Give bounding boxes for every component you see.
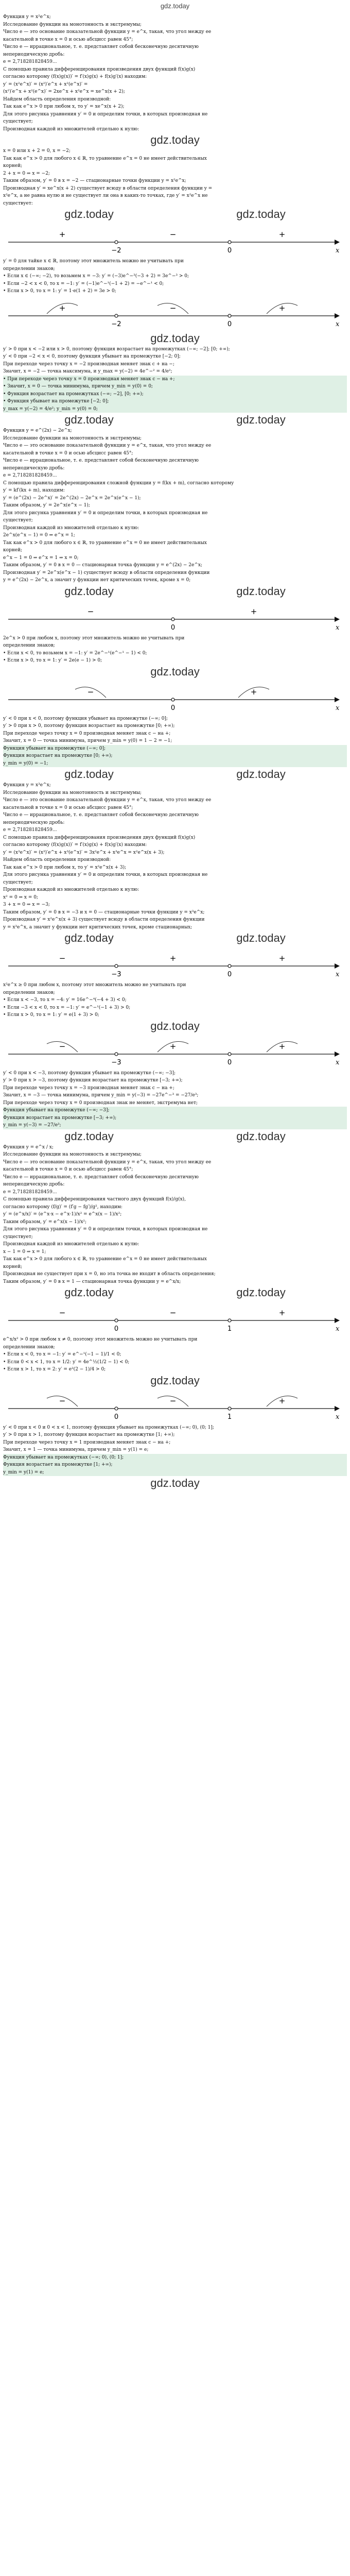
text-line: y = e^(2x) − 2e^x, а значит у функции нет критических точек, кроме x = 0; — [3, 578, 191, 583]
critical-point — [228, 964, 231, 968]
number-line-svg — [3, 599, 343, 635]
text-line: y′ > 0 при x > 0, поэтому функция возрастает на промежутке [0; +∞); — [3, 723, 175, 728]
text-line: Число e — иррациональное, т. е. представляет собой бесконечную десятичную — [3, 1174, 199, 1180]
text-line: касательной в точке x = 0 и осью абсцисс равен 45°; — [3, 37, 133, 42]
text-line: При переходе через точку x = −3 производная меняет знак с − на +; — [3, 1085, 174, 1091]
brand-logo[interactable]: gdz.today — [160, 2, 190, 10]
text-line: корней; — [3, 548, 23, 553]
text-line: • Если −3 < x < 0, то x = −1: y′ = e^−¹(−1 + 3) > 0; — [3, 1005, 131, 1010]
number-line — [3, 599, 347, 635]
text-line: Число e — иррациональное, т. е. представляет собой бесконечную десятичную — [3, 458, 199, 463]
text-line: y′ = (e^(2x) − 2e^x)′ = 2e^(2x) − 2e^x = 2e^x(e^x − 1); — [3, 495, 141, 501]
answer-line: Функция возрастает на промежутке [0; +∞); — [3, 752, 347, 760]
critical-point — [228, 1407, 231, 1410]
text-line: Так как e^x > 0 для любого x ∈ ℝ, то уравнение e^x = 0 не имеет действительных — [3, 540, 207, 546]
text-line: y = x³e^x, а значит у функции нет критических точек, кроме стационарных; — [3, 924, 192, 930]
text-line: Производная не существует при x = 0, но эта точка не входит в область определения; — [3, 1272, 216, 1277]
watermark: gdz.today — [236, 584, 286, 598]
sign-label: + — [59, 230, 66, 239]
answer-line: • При переходе через точку x = 0 производная меняет знак с − на +; — [3, 376, 347, 383]
watermark: gdz.today — [150, 331, 200, 345]
text-line: • Если x < 0, то x = −1: y′ = e^−¹(−1 − 1)/1 < 0; — [3, 1352, 121, 1357]
answer-line: y_min = y(0) = −1; — [3, 760, 347, 768]
text-line: касательной в точке x = 0 и осью абсцисс равен 45°; — [3, 450, 133, 456]
text-line: x − 1 = 0 ⇒ x = 1; — [3, 1249, 46, 1255]
watermark-row — [3, 931, 347, 945]
text-line: y′ < 0 при x < 0, поэтому функция убывает на промежутке (−∞; 0]; — [3, 716, 168, 721]
critical-point — [228, 241, 231, 244]
answer-line: • Функция возрастает на промежутках (−∞; −2], [0; +∞); — [3, 391, 347, 398]
critical-point — [115, 1053, 118, 1056]
critical-point — [115, 1407, 118, 1410]
axis-label: x — [336, 971, 340, 978]
text-line: Число e — это основание показательной функции y = e^x, такая, что угол между ее — [3, 443, 212, 448]
text-line: x = 0 или x + 2 = 0, x = −2; — [3, 148, 71, 154]
number-line-svg — [3, 1033, 343, 1070]
sign-label: − — [59, 1396, 66, 1405]
watermark: gdz.today — [236, 413, 286, 426]
text-line: e = 2,718281828459... — [3, 59, 57, 64]
sign-label: + — [278, 1041, 286, 1051]
number-line — [3, 945, 347, 981]
text-line: определении знаков; — [3, 266, 55, 272]
text-line: определении знаков; — [3, 990, 55, 995]
watermark: gdz.today — [236, 1129, 286, 1143]
answer-line: Функция убывает на промежутке (−∞; −3]; — [3, 1107, 347, 1114]
critical-point — [115, 964, 118, 968]
answer-line: Функция убывает на промежутках (−∞; 0), (0; 1]; — [3, 1454, 347, 1462]
text-line: y′ > 0 при x > −3, поэтому функция возрастает на промежутке [−3; +∞); — [3, 1078, 183, 1083]
watermark-row — [3, 584, 347, 599]
text-line: Так как e^x > 0 при любом x, то y′ = x²e^x(x + 3); — [3, 865, 127, 870]
tick-label: 0 — [227, 1058, 232, 1066]
number-line-svg — [3, 222, 343, 258]
text-line: Так как e^x > 0 при любом x, то y′ = xe^x(x + 2); — [3, 104, 125, 109]
text-line: Найдем область определения производной: — [3, 857, 111, 862]
tick-label: 0 — [227, 971, 232, 978]
watermark-row — [3, 413, 347, 427]
text-line: Для этого рисунка уравнения y′ = 0 и определим точки, в которых производная не — [3, 1227, 208, 1232]
critical-point — [228, 1053, 231, 1056]
sign-label: − — [169, 303, 177, 313]
text-line: Производная y′ = 2e^x(e^x − 1) существует всюду в области определения функции — [3, 570, 210, 575]
axis-label: x — [336, 247, 340, 255]
text-line: x²e^x ≥ 0 при любом x, поэтому этот множитель можно не учитывать при — [3, 982, 186, 988]
text-line: Таким образом, y′ = 2e^x(e^x − 1); — [3, 503, 90, 508]
number-line-svg — [3, 295, 343, 331]
critical-point — [228, 1319, 231, 1322]
tick-label: 0 — [170, 704, 176, 712]
watermark: gdz.today — [150, 1019, 200, 1032]
text-line: корней; — [3, 1264, 23, 1269]
text-line: e^x/x² > 0 при любом x ≠ 0, поэтому этот множитель можно не учитывать при — [3, 1337, 198, 1342]
text-line: Исследование функции на монотонность и экстремумы; — [3, 22, 142, 27]
text-line: Производная y′ = xe^x(x + 2) существует всюду в области определения функции y = — [3, 185, 213, 191]
text-line: y′ < 0 при −2 < x < 0, поэтому функция убывает на промежутке [−2; 0]; — [3, 354, 181, 359]
text-line: При переходе через точку x = 1 производная меняет знак с − на +; — [3, 1439, 171, 1445]
text-line: Число e — это основание показательной функции y = e^x, такая, что угол между ее — [3, 29, 212, 35]
text-line: Исследование функции на монотонность и экстремумы; — [3, 1152, 142, 1157]
axis-label: x — [336, 704, 340, 712]
text-line: Функция y = x³e^x; — [3, 783, 51, 788]
critical-point — [171, 698, 174, 701]
axis-label: x — [336, 1413, 340, 1421]
text-line: определении знаков; — [3, 643, 55, 648]
answer-line: Функция возрастает на промежутке [−3; +∞); — [3, 1114, 347, 1122]
answer-line: • Функция убывает на промежутке [−2; 0]; — [3, 398, 347, 405]
text-line: Число e — иррациональное, т. е. представляет собой бесконечную десятичную — [3, 44, 199, 49]
number-line-svg — [3, 1388, 343, 1424]
watermark: gdz.today — [236, 931, 286, 944]
watermark: gdz.today — [150, 1477, 200, 1489]
text-line: Так как e^x > 0 для любого x ∈ ℝ, то уравнение e^x = 0 не имеет действительных — [3, 156, 207, 161]
text-line: y′ = (x³e^x)′ = (x³)′e^x + x³(e^x)′ = 3x²e^x + x³e^x = x²e^x(x + 3); — [3, 850, 165, 855]
answer-line: • Значит, x = 0 — точка минимума, причем y_min = y(0) = 0; — [3, 383, 347, 391]
sign-label: + — [278, 1308, 286, 1317]
watermark: gdz.today — [64, 413, 114, 426]
tick-label: −2 — [111, 247, 121, 255]
watermark: gdz.today — [64, 931, 114, 944]
text-line: непериодическую дробь: — [3, 52, 65, 57]
number-line — [3, 1033, 347, 1070]
axis-arrow-icon — [335, 617, 340, 622]
text-line: e = 2,718281828459... — [3, 473, 57, 478]
text-line: • Если 0 < x < 1, то x = 1/2: y′ = 4e^½(1/2 − 1) < 0; — [3, 1359, 130, 1365]
text-line: непериодическую дробь: — [3, 1182, 65, 1187]
sign-label: − — [59, 954, 66, 963]
sign-label: + — [278, 954, 286, 963]
watermark: gdz.today — [64, 768, 114, 781]
watermark: gdz.today — [64, 584, 114, 598]
watermark: gdz.today — [150, 1374, 200, 1387]
text-line: y′ = (e^x/x)′ = (e^x·x − e^x·1)/x² = e^x(x − 1)/x²; — [3, 1212, 122, 1217]
answer-line: Функция возрастает на промежутке [1; +∞); — [3, 1461, 347, 1469]
sign-label: − — [169, 1396, 177, 1405]
text-line: касательной в точке x = 0 и осью абсцисс равен 45°; — [3, 1167, 133, 1172]
text-line: Производная каждой из множителей отдельно к нулю: — [3, 126, 139, 132]
text-line: Значит, x = 1 — точка минимума, причем y_min = y(1) = e; — [3, 1447, 149, 1452]
text-line: • Если x > 0, то x = 1: y′ = 2e(e − 1) > 0; — [3, 658, 102, 663]
watermark-row — [3, 1285, 347, 1300]
watermark: gdz.today — [150, 133, 200, 146]
text-line: Функция y = e^x / x; — [3, 1144, 54, 1150]
watermark-row — [3, 207, 347, 222]
text-line: При переходе через точку x = 0 производная знак не меняет, экстремума нет; — [3, 1100, 198, 1106]
watermark: gdz.today — [64, 1286, 114, 1299]
text-line: Функция y = e^(2x) − 2e^x; — [3, 428, 72, 433]
site-header — [0, 0, 350, 11]
number-line — [3, 1300, 347, 1336]
number-line-svg — [3, 679, 343, 715]
axis-arrow-icon — [335, 1318, 340, 1323]
text-line: Так как e^x > 0 для любого x ∈ ℝ, то уравнение e^x = 0 не имеет действительных — [3, 1257, 207, 1262]
number-line-svg — [3, 1300, 343, 1336]
critical-point — [228, 314, 231, 317]
text-line: Значит, x = 0 — точка минимума, причем y_min = y(0) = 1 − 2 = −1; — [3, 738, 172, 743]
watermark: gdz.today — [236, 208, 286, 221]
sign-label: − — [169, 230, 177, 239]
text-line: Для этого рисунка уравнения y′ = 0 и определим точки, в которых производная не — [3, 111, 208, 117]
sign-label: + — [278, 303, 286, 313]
text-line: Таким образом, y′ = 0 в x = −3 и x = 0 — стационарные точки функции y = x³e^x; — [3, 909, 205, 915]
text-line: 3 + x = 0 ⇒ x = −3; — [3, 902, 50, 907]
text-line: • Если x > 0, то x = 1: y′ = e(1 + 3) > 0; — [3, 1012, 99, 1018]
text-line: С помощью правила дифференцирования произведения двух функций f(x)g(x) — [3, 835, 196, 840]
tick-label: 0 — [227, 247, 232, 255]
tick-label: 0 — [114, 1325, 119, 1333]
text-line: согласно которому (f(x)g(x))′ = f′(x)g(x) + f(x)g′(x) находим: — [3, 842, 147, 848]
text-line: Таким образом, y′ = e^x(x − 1)/x²; — [3, 1219, 87, 1225]
tick-label: −2 — [111, 320, 121, 328]
text-line: 2e^x(e^x − 1) = 0 ⇒ e^x = 1; — [3, 533, 75, 538]
watermark: gdz.today — [64, 1129, 114, 1143]
sign-label: − — [87, 606, 94, 616]
tick-label: 1 — [227, 1325, 232, 1333]
axis-arrow-icon — [335, 697, 340, 702]
text-line: непериодическую дробь: — [3, 820, 65, 825]
tick-label: −3 — [111, 1058, 121, 1066]
text-line: При переходе через точку x = 0 производная меняет знак с − на +; — [3, 731, 171, 736]
axis-arrow-icon — [335, 1406, 340, 1411]
solution-content — [0, 11, 350, 1490]
number-line — [3, 1388, 347, 1424]
text-line: Значит, x = −3 — точка минимума, причем y_min = y(−3) = −27e^−³ = −27/e³; — [3, 1093, 199, 1098]
axis-arrow-icon — [335, 1052, 340, 1057]
text-line: Найдем область определения производной: — [3, 96, 111, 102]
text-line: e^x − 1 = 0 ⇒ e^x = 1 ⇒ x = 0; — [3, 555, 79, 561]
axis-arrow-icon — [335, 313, 340, 318]
text-line: непериодическую дробь: — [3, 465, 65, 471]
text-line: Таким образом, y′ = 0 в x = 1 — стационарная точка функции y = e^x/x; — [3, 1279, 181, 1284]
tick-label: 0 — [227, 320, 232, 328]
text-line: Таким образом, y′ = 0 в x = 0 — стационарная точка функции y = e^(2x) − 2e^x; — [3, 563, 202, 568]
text-line: касательной в точке x = 0 и осью абсцисс равен 45°; — [3, 805, 133, 810]
sign-label: − — [59, 1308, 66, 1317]
text-line: Значит, x = −2 — точка максимума, и y_max = y(−2) = 4e^−² = 4/e²; — [3, 369, 172, 374]
text-line: e = 2,718281828459... — [3, 1189, 57, 1195]
sign-label: + — [169, 1041, 177, 1051]
text-line: При переходе через точку x = −2 производная меняет знак с + на −; — [3, 361, 174, 367]
text-line: (x²)′e^x + x²(e^x)′ = 2xe^x + x²e^x = xe^x(x + 2); — [3, 89, 125, 94]
text-line: существует: — [3, 200, 33, 206]
text-line: С помощью правила дифференцирования частного двух функций f(x)/g(x), — [3, 1197, 186, 1202]
text-line: y′ < 0 при x < 0 и 0 < x < 1, поэтому функция убывает на промежутках (−∞; 0), (0; 1]; — [3, 1425, 214, 1430]
text-line: y′ > 0 при x > 1, поэтому функция возрастает на промежутке [1; +∞); — [3, 1432, 175, 1437]
number-line — [3, 295, 347, 331]
text-line: y′ < 0 при x < −3, поэтому функция убывает на промежутке (−∞; −3]; — [3, 1070, 176, 1076]
sign-label: + — [278, 230, 286, 239]
watermark-row — [3, 1129, 347, 1144]
watermark: gdz.today — [64, 208, 114, 221]
text-line: x²e^x, а не равна нулю и не существует ли она в каких-то точках, где y′ = x²e^x не — [3, 193, 208, 198]
sign-label: + — [59, 303, 66, 313]
axis-label: x — [336, 320, 340, 328]
number-line — [3, 679, 347, 715]
critical-point — [115, 1319, 118, 1322]
tick-label: 1 — [227, 1413, 232, 1421]
text-line: согласно которому (f(x)g(x))′ = f′(x)g(x) + f(x)g′(x) находим: — [3, 74, 147, 79]
axis-arrow-icon — [335, 240, 340, 245]
sign-label: + — [250, 606, 257, 616]
text-line: y′ = (x²e^x)′ = (x²)′e^x + x²(e^x)′ = — [3, 81, 88, 87]
number-line — [3, 222, 347, 258]
sign-label: − — [59, 1041, 66, 1051]
text-line: • Если x < −3, то x = −4: y′ = 16e^−⁴(−4 + 3) < 0; — [3, 997, 127, 1003]
text-line: Функция y = x²e^x; — [3, 14, 51, 20]
watermark: gdz.today — [236, 1286, 286, 1299]
text-line: Производная каждой из множителей отдельно к нулю: — [3, 887, 139, 892]
answer-line: Функция убывает на промежутке (−∞; 0]; — [3, 745, 347, 753]
watermark: gdz.today — [236, 768, 286, 781]
text-line: определении знаков; — [3, 1344, 55, 1350]
text-line: Исследование функции на монотонность и экстремумы; — [3, 790, 142, 795]
text-line: Для этого рисунка уравнения y′ = 0 и определим точки, в которых производная не — [3, 872, 208, 877]
text-line: согласно которому (f/g)′ = (f′g − fg′)/g², находим: — [3, 1204, 122, 1210]
text-line: Число e — иррациональное, т. е. представляет собой бесконечную десятичную — [3, 812, 199, 818]
sign-label: − — [169, 1308, 177, 1317]
text-line: • Если x > 1, то x = 2: y′ = e²(2 − 1)/4 > 0; — [3, 1367, 106, 1372]
tick-label: 0 — [170, 623, 176, 632]
sign-label: + — [278, 1396, 286, 1405]
answer-line: y_min = y(−3) = −27/e³; — [3, 1122, 347, 1129]
text-line: Производная каждой из множителей отдельно к нулю: — [3, 1242, 139, 1247]
answer-line: y_min = y(1) = e; — [3, 1469, 347, 1477]
answer-line: y_max = y(−2) = 4/e²; y_min = y(0) = 0; — [3, 405, 347, 413]
axis-label: x — [336, 1058, 340, 1066]
tick-label: −3 — [111, 971, 121, 978]
text-line: • Если x ∈ (−∞; −2), то возьмем x = −3: y′ = (−3)e^−³(−3 + 2) = 3e^−³ > 0; — [3, 274, 189, 279]
text-line: Таким образом, y′ = 0 в x = −2 — стационарные точки функции y = x²e^x; — [3, 178, 186, 183]
text-line: e = 2,718281828459... — [3, 827, 57, 833]
text-line: существует; — [3, 518, 33, 523]
text-line: Производная y′ = x²e^x(x + 3) существует всюду в области определения функции — [3, 917, 205, 922]
text-line: корней; — [3, 163, 23, 168]
text-line: Число e — это основание показательной функции y = e^x, такая, что угол между ее — [3, 1159, 212, 1165]
text-line: С помощью правила дифференцирования сложной функции y = f(kx + m), согласно которому — [3, 480, 234, 486]
text-line: • Если x > 0, то x = 1: y′ = 1·e(1 + 2) = 3e > 0; — [3, 289, 116, 294]
axis-arrow-icon — [335, 963, 340, 969]
sign-label: + — [250, 687, 257, 697]
text-line: x² = 0 ⇒ x = 0; — [3, 894, 39, 900]
text-line: существует; — [3, 119, 33, 124]
text-line: существует; — [3, 879, 33, 885]
text-line: С помощью правила дифференцирования произведения двух функций f(x)g(x) — [3, 66, 196, 72]
sign-label: + — [169, 954, 177, 963]
number-line-svg — [3, 945, 343, 981]
text-line: y′ = 0 для тайке x ∈ ℝ, поэтому этот множитель можно не учитывать при — [3, 259, 184, 264]
critical-point — [115, 314, 118, 317]
text-line: Исследование функции на монотонность и экстремумы; — [3, 435, 142, 441]
text-line: Число e — это основание показательной функции y = e^x, такая, что угол между ее — [3, 798, 212, 803]
text-line: Производная каждой из множителей отдельно к нулю: — [3, 525, 139, 531]
watermark-row — [3, 767, 347, 782]
sign-label: − — [87, 687, 94, 697]
critical-point — [171, 618, 174, 621]
tick-label: 0 — [114, 1413, 119, 1421]
text-line: y′ > 0 при x < −2 или x > 0, поэтому функция возрастает на промежутках (−∞; −2]; [0; +∞); — [3, 346, 230, 352]
text-line: существует; — [3, 1234, 33, 1240]
text-line: y′ = kf′(kx + m), находим: — [3, 488, 65, 493]
axis-label: x — [336, 623, 340, 632]
axis-label: x — [336, 1325, 340, 1333]
critical-point — [115, 241, 118, 244]
text-line: 2 + x = 0 ⇒ x = −2; — [3, 171, 50, 176]
text-line: Для этого рисунка уравнения y′ = 0 и определим точки, в которых производная не — [3, 510, 208, 516]
watermark: gdz.today — [150, 665, 200, 678]
text-line: • Если x < 0, то возьмем x = −1: y′ = 2e^−¹(e^−¹ − 1) < 0; — [3, 650, 147, 656]
text-line: • Если −2 < x < 0, то x = −1: y′ = (−1)e^−¹(−1 + 2) = −e^−¹ < 0; — [3, 281, 164, 286]
text-line: 2e^x > 0 при любом x, поэтому этот множитель можно не учитывать при — [3, 635, 185, 641]
